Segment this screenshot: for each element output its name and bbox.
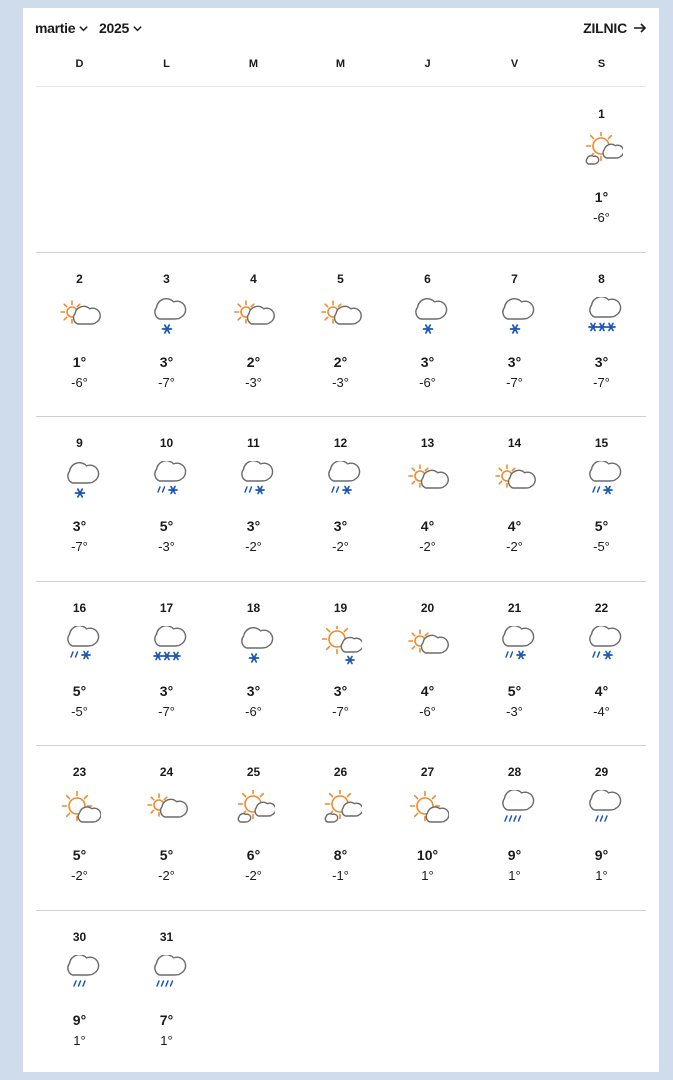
mostly-sunny-icon xyxy=(59,790,101,830)
day-number: 28 xyxy=(507,765,522,779)
snow-icon xyxy=(407,297,449,337)
day-cell[interactable] xyxy=(471,581,558,745)
day-cell[interactable] xyxy=(558,416,645,580)
day-number: 4 xyxy=(250,271,257,286)
max-temperature: 10° xyxy=(416,847,439,863)
day-number: 25 xyxy=(246,765,261,779)
weekday-header xyxy=(36,58,646,78)
min-temperature: -6° xyxy=(245,703,262,719)
day-cell[interactable] xyxy=(558,581,645,745)
arrow-right-icon xyxy=(633,22,647,34)
min-temperature: -2° xyxy=(506,539,523,554)
day-cell[interactable] xyxy=(36,252,123,416)
heavy-rain-icon xyxy=(494,790,536,830)
day-number: 27 xyxy=(420,765,435,779)
day-number: 12 xyxy=(333,436,348,450)
sleet-icon xyxy=(494,626,536,666)
day-cell[interactable] xyxy=(36,910,123,1074)
weekday-label: S xyxy=(597,58,606,70)
day-number: 16 xyxy=(72,600,87,615)
min-temperature: -2° xyxy=(245,868,262,883)
partly-sunny-icon xyxy=(407,626,449,666)
max-temperature: 3° xyxy=(159,682,174,699)
min-temperature: -5° xyxy=(71,703,88,719)
sun-behind-cloud-icon xyxy=(320,790,362,830)
day-cell[interactable] xyxy=(297,745,384,909)
max-temperature: 3° xyxy=(333,518,348,534)
max-temperature: 3° xyxy=(246,518,261,534)
sun-behind-cloud-icon xyxy=(233,790,275,830)
snow-icon xyxy=(146,297,188,337)
snow-icon xyxy=(59,461,101,501)
min-temperature: -7° xyxy=(158,374,175,390)
month-selector[interactable] xyxy=(35,20,89,36)
day-number: 5 xyxy=(337,271,344,286)
day-cell[interactable] xyxy=(36,581,123,745)
weekday-label: D xyxy=(75,58,84,70)
weekday-label: L xyxy=(163,58,170,70)
min-temperature: -2° xyxy=(245,539,262,554)
sun-cloud-snow-icon xyxy=(320,626,362,666)
snow-icon xyxy=(233,626,275,666)
day-number: 14 xyxy=(507,436,522,450)
max-temperature: 3° xyxy=(594,353,609,370)
year-label: 2025 xyxy=(99,20,129,36)
max-temperature: 8° xyxy=(333,847,348,863)
max-temperature: 5° xyxy=(594,518,609,534)
min-temperature: 1° xyxy=(508,868,521,883)
day-cell[interactable] xyxy=(558,745,645,909)
partly-sunny-icon xyxy=(59,297,101,337)
day-number: 20 xyxy=(420,600,435,615)
day-number: 18 xyxy=(246,600,261,615)
min-temperature: -7° xyxy=(158,703,175,719)
sleet-icon xyxy=(233,461,275,501)
day-number: 29 xyxy=(594,765,609,779)
min-temperature: -3° xyxy=(158,539,175,554)
day-number: 15 xyxy=(594,436,609,450)
heavy-snow-icon xyxy=(581,297,623,337)
day-number: 10 xyxy=(159,436,174,450)
min-temperature: -2° xyxy=(158,868,175,883)
day-cell[interactable] xyxy=(471,252,558,416)
min-temperature: -6° xyxy=(593,210,610,225)
day-number: 24 xyxy=(159,765,174,779)
max-temperature: 2° xyxy=(246,353,261,370)
max-temperature: 4° xyxy=(507,518,522,534)
sleet-icon xyxy=(581,461,623,501)
partly-sunny-icon xyxy=(407,461,449,501)
min-temperature: -6° xyxy=(419,374,436,390)
max-temperature: 4° xyxy=(594,682,609,699)
day-number: 19 xyxy=(333,600,348,615)
rain-icon xyxy=(59,955,101,995)
max-temperature: 1° xyxy=(594,189,609,205)
max-temperature: 3° xyxy=(72,518,87,534)
day-number: 23 xyxy=(72,765,87,779)
day-cell[interactable] xyxy=(471,416,558,580)
day-number: 7 xyxy=(511,271,518,286)
min-temperature: 1° xyxy=(73,1032,86,1048)
day-number: 26 xyxy=(333,765,348,779)
day-cell[interactable] xyxy=(384,581,471,745)
rain-icon xyxy=(581,790,623,830)
day-number: 2 xyxy=(76,271,83,286)
weekday-label: V xyxy=(510,58,519,70)
max-temperature: 9° xyxy=(507,847,522,863)
day-number: 1 xyxy=(598,107,605,121)
max-temperature: 1° xyxy=(72,353,87,370)
max-temperature: 5° xyxy=(72,682,87,699)
calendar-header xyxy=(35,20,647,44)
sleet-icon xyxy=(320,461,362,501)
day-cell[interactable] xyxy=(123,910,210,1074)
max-temperature: 7° xyxy=(159,1011,174,1028)
day-cell[interactable] xyxy=(123,252,210,416)
max-temperature: 6° xyxy=(246,847,261,863)
day-cell[interactable] xyxy=(36,416,123,580)
day-number: 6 xyxy=(424,271,431,286)
min-temperature: 1° xyxy=(595,868,608,883)
year-selector[interactable] xyxy=(99,20,143,36)
max-temperature: 5° xyxy=(159,847,174,863)
day-cell[interactable] xyxy=(384,416,471,580)
day-cell[interactable] xyxy=(123,581,210,745)
min-temperature: -7° xyxy=(332,703,349,719)
heavy-snow-icon xyxy=(146,626,188,666)
day-cell[interactable] xyxy=(558,87,645,251)
day-number: 9 xyxy=(76,436,83,450)
day-cell[interactable] xyxy=(210,252,297,416)
min-temperature: -3° xyxy=(245,374,262,390)
min-temperature: -6° xyxy=(71,374,88,390)
day-cell[interactable] xyxy=(384,745,471,909)
day-number: 21 xyxy=(507,600,522,615)
weekday-label: M xyxy=(335,58,346,70)
day-cell[interactable] xyxy=(210,581,297,745)
max-temperature: 5° xyxy=(507,682,522,699)
max-temperature: 5° xyxy=(72,847,87,863)
chevron-down-icon xyxy=(78,23,89,34)
max-temperature: 4° xyxy=(420,682,435,699)
day-cell[interactable] xyxy=(210,745,297,909)
max-temperature: 3° xyxy=(159,353,174,370)
max-temperature: 3° xyxy=(333,682,348,699)
min-temperature: -2° xyxy=(332,539,349,554)
sleet-icon xyxy=(146,461,188,501)
day-number: 22 xyxy=(594,600,609,615)
min-temperature: -7° xyxy=(506,374,523,390)
day-cell[interactable] xyxy=(297,416,384,580)
min-temperature: -3° xyxy=(332,374,349,390)
calendar-card xyxy=(23,8,659,1072)
min-temperature: -5° xyxy=(593,539,610,554)
max-temperature: 3° xyxy=(507,353,522,370)
sleet-icon xyxy=(581,626,623,666)
day-number: 30 xyxy=(72,929,87,944)
snow-icon xyxy=(494,297,536,337)
max-temperature: 9° xyxy=(594,847,609,863)
max-temperature: 3° xyxy=(420,353,435,370)
month-label: martie xyxy=(35,20,76,36)
day-number: 17 xyxy=(159,600,174,615)
min-temperature: -6° xyxy=(419,703,436,719)
min-temperature: -2° xyxy=(71,868,88,883)
day-cell[interactable] xyxy=(471,745,558,909)
day-cell[interactable] xyxy=(558,252,645,416)
weekday-label: M xyxy=(248,58,259,70)
max-temperature: 4° xyxy=(420,518,435,534)
day-number: 3 xyxy=(163,271,170,286)
daily-view-link[interactable] xyxy=(583,20,647,36)
chevron-down-icon xyxy=(132,23,143,34)
min-temperature: 1° xyxy=(160,1032,173,1048)
min-temperature: -7° xyxy=(593,374,610,390)
min-temperature: 1° xyxy=(421,868,434,883)
day-cell[interactable] xyxy=(36,745,123,909)
min-temperature: -4° xyxy=(593,703,610,719)
day-number: 11 xyxy=(247,436,260,450)
partly-sunny-icon xyxy=(146,790,188,830)
max-temperature: 2° xyxy=(333,353,348,370)
partly-sunny-icon xyxy=(233,297,275,337)
mostly-sunny-icon xyxy=(407,790,449,830)
header-divider xyxy=(36,86,646,87)
day-cell[interactable] xyxy=(210,416,297,580)
max-temperature: 5° xyxy=(159,518,174,534)
weekday-label: J xyxy=(424,58,431,70)
day-number: 8 xyxy=(598,271,605,286)
sleet-icon xyxy=(59,626,101,666)
max-temperature: 9° xyxy=(72,1011,87,1028)
max-temperature: 3° xyxy=(246,682,261,699)
min-temperature: -3° xyxy=(506,703,523,719)
day-number: 13 xyxy=(420,436,435,450)
min-temperature: -1° xyxy=(332,868,349,883)
partly-sunny-icon xyxy=(494,461,536,501)
day-cell[interactable] xyxy=(123,745,210,909)
partly-sunny-icon xyxy=(320,297,362,337)
day-cell[interactable] xyxy=(297,581,384,745)
daily-view-label: ZILNIC xyxy=(583,20,627,36)
day-number: 31 xyxy=(159,929,174,944)
day-cell[interactable] xyxy=(384,252,471,416)
min-temperature: -2° xyxy=(419,539,436,554)
min-temperature: -7° xyxy=(71,539,88,554)
sun-behind-cloud-icon xyxy=(581,132,623,172)
day-cell[interactable] xyxy=(123,416,210,580)
day-cell[interactable] xyxy=(297,252,384,416)
heavy-rain-icon xyxy=(146,955,188,995)
